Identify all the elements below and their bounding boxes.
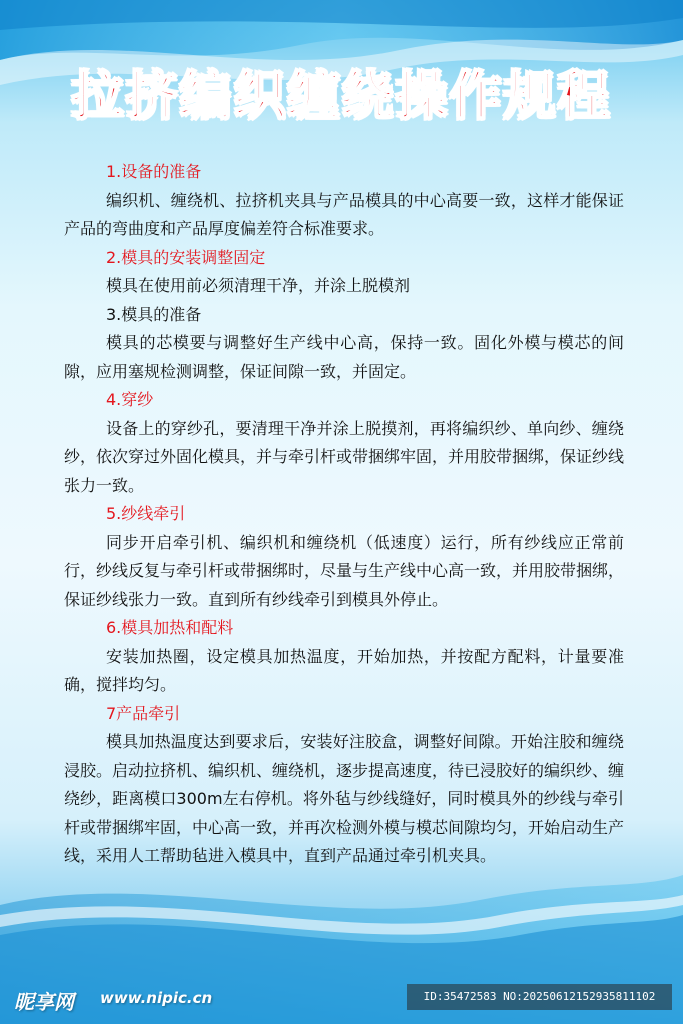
section-heading: 7产品牵引 — [106, 703, 181, 723]
watermark-logo: 昵享网 — [14, 990, 74, 1014]
section-heading: 1.设备的准备 — [106, 162, 202, 181]
section-3 — [64, 301, 624, 387]
section-heading: 6.模具加热和配料 — [106, 618, 234, 637]
procedure-content — [64, 158, 624, 871]
section-body: 同步开启牵引机、编织机和缠绕机（低速度）运行，所有纱线应正常前行，纱线反复与牵引杆或带捆绑时，尽量与生产线中心高一致，并用胶带捆绑，保证纱线张力一致。直到所有纱线牵引到模具外停止。 — [64, 532, 625, 609]
section-5 — [64, 500, 624, 614]
section-body: 模具加热温度达到要求后，安装好注胶盒，调整好间隙。开始注胶和缠绕浸胶。启动拉挤机、编织机、缠绕机，逐步提高速度，待已浸胶好的编织纱、缠绕纱，距离模口300m左右停机。将外毡与纱线缝好，同时模具外的纱线与牵引杆或带捆绑牢固，中心高一致，并再次检测外模与模芯间隙均匀，开始启动生产线，采用人工帮助毡进入模具中，直到产品通过牵引机夹具。 — [64, 732, 625, 865]
section-4 — [64, 386, 624, 500]
section-heading: 3.模具的准备 — [106, 304, 202, 324]
page-title: 拉挤编织缠绕操作规程 — [71, 67, 612, 127]
section-body: 设备上的穿纱孔，要清理干净并涂上脱摸剂，再将编织纱、单向纱、缠绕纱，依次穿过外固化模具，并与牵引杆或带捆绑牢固，并用胶带捆绑，保证纱线张力一致。 — [64, 418, 625, 495]
image-id-bar: ID:35472583 NO:20250612152935811102 — [407, 984, 672, 1010]
section-6 — [64, 614, 624, 700]
section-body: 模具在使用前必须清理干净，并涂上脱模剂 — [106, 276, 411, 295]
section-2 — [64, 244, 624, 301]
section-heading: 4.穿纱 — [106, 390, 154, 409]
section-body: 模具的芯模要与调整好生产线中心高，保持一致。固化外模与模芯的间隙，应用塞规检测调整，保证间隙一致，并固定。 — [64, 333, 624, 381]
section-body: 安装加热圈，设定模具加热温度，开始加热，并按配方配料，计量要准确，搅拌均匀。 — [64, 646, 624, 694]
watermark-url: www.nipic.cn — [100, 989, 213, 1007]
section-1 — [64, 158, 624, 244]
section-7 — [64, 700, 624, 871]
section-heading: 2.模具的安装调整固定 — [106, 247, 266, 267]
section-heading: 5.纱线牵引 — [106, 504, 186, 523]
section-body: 编织机、缠绕机、拉挤机夹具与产品模具的中心高要一致，这样才能保证产品的弯曲度和产品厚度偏差符合标准要求。 — [64, 190, 624, 238]
